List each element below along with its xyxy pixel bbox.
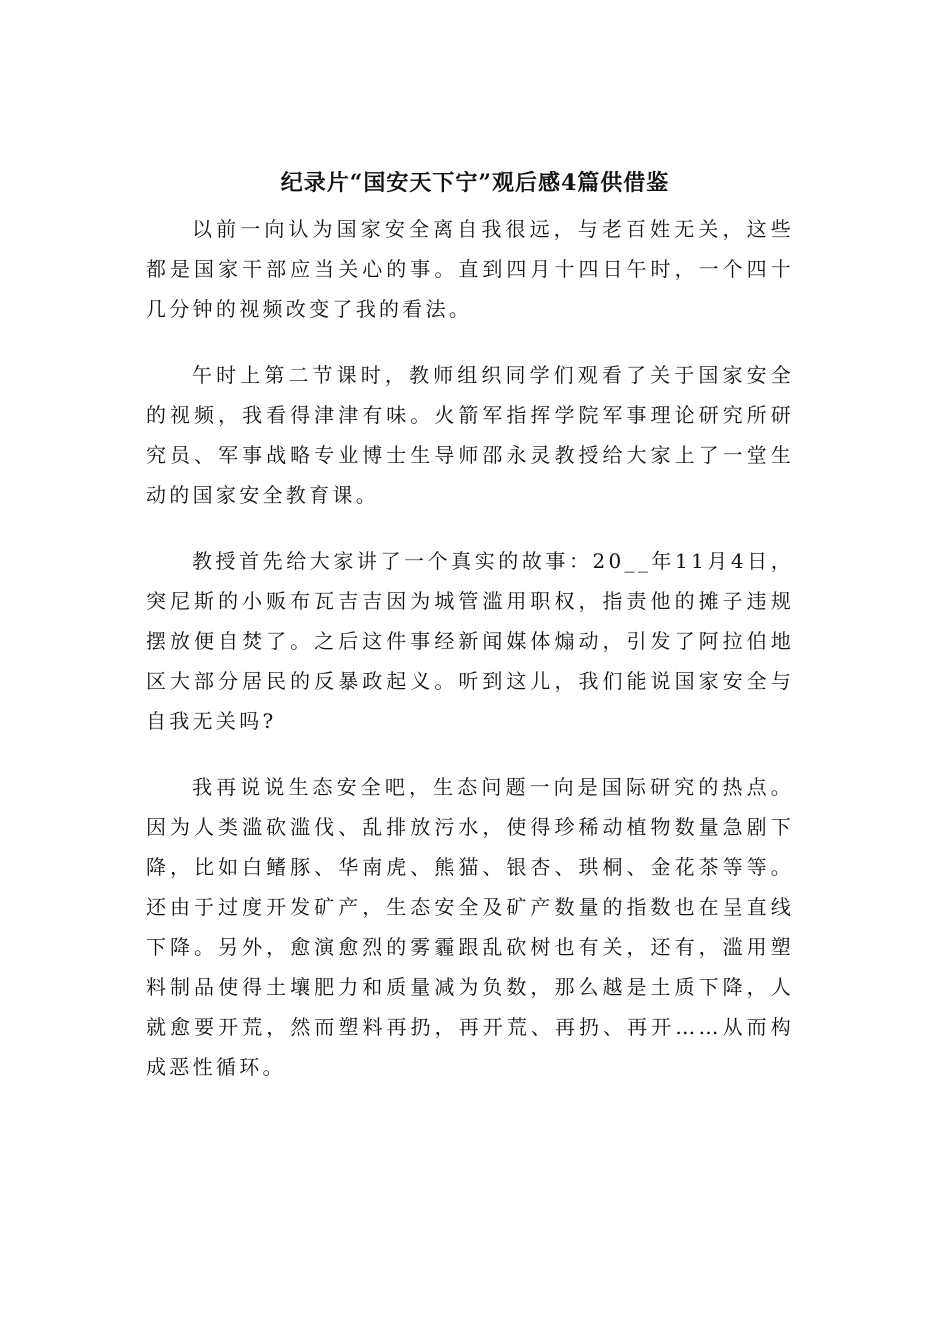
paragraph-4: 我再说说生态安全吧，生态问题一向是国际研究的热点。因为人类滥砍滥伐、乱排放污水，使得珍稀动植物数量急剧下降，比如白鳍豚、华南虎、熊猫、银杏、珙桐、金花茶等等。还由于过度开发矿产，生态安全及矿产数量的指数也在呈直线下降。另外，愈演愈烈的雾霾跟乱砍树也有关，还有，滥用塑料制品使得土壤肥力和质量减为负数，那么越是土质下降，人就愈要开荒，然而塑料再扔，再开荒、再扔、再开……从而构成恶性循环。 — [146, 775, 794, 1079]
paragraph-2: 午时上第二节课时，教师组织同学们观看了关于国家安全的视频，我看得津津有味。火箭军指挥学院军事理论研究所研究员、军事战略专业博士生导师邵永灵教授给大家上了一堂生动的国家安全教育课。 — [146, 363, 794, 507]
document-title: 纪录片“国安天下宁”观后感4篇供借鉴 — [280, 169, 670, 196]
paragraph-3: 教授首先给大家讲了一个真实的故事：20__年11月4日，突尼斯的小贩布瓦吉吉因为城管滥用职权，指责他的摊子违规摆放便自焚了。之后这件事经新闻媒体煽动，引发了阿拉伯地区大部分居民的反暴政起义。听到这儿，我们能说国家安全与自我无关吗? — [146, 549, 794, 733]
paragraph-1: 以前一向认为国家安全离自我很远，与老百姓无关，这些都是国家干部应当关心的事。直到四月十四日午时，一个四十几分钟的视频改变了我的看法。 — [146, 217, 794, 321]
document-body — [146, 209, 794, 1113]
